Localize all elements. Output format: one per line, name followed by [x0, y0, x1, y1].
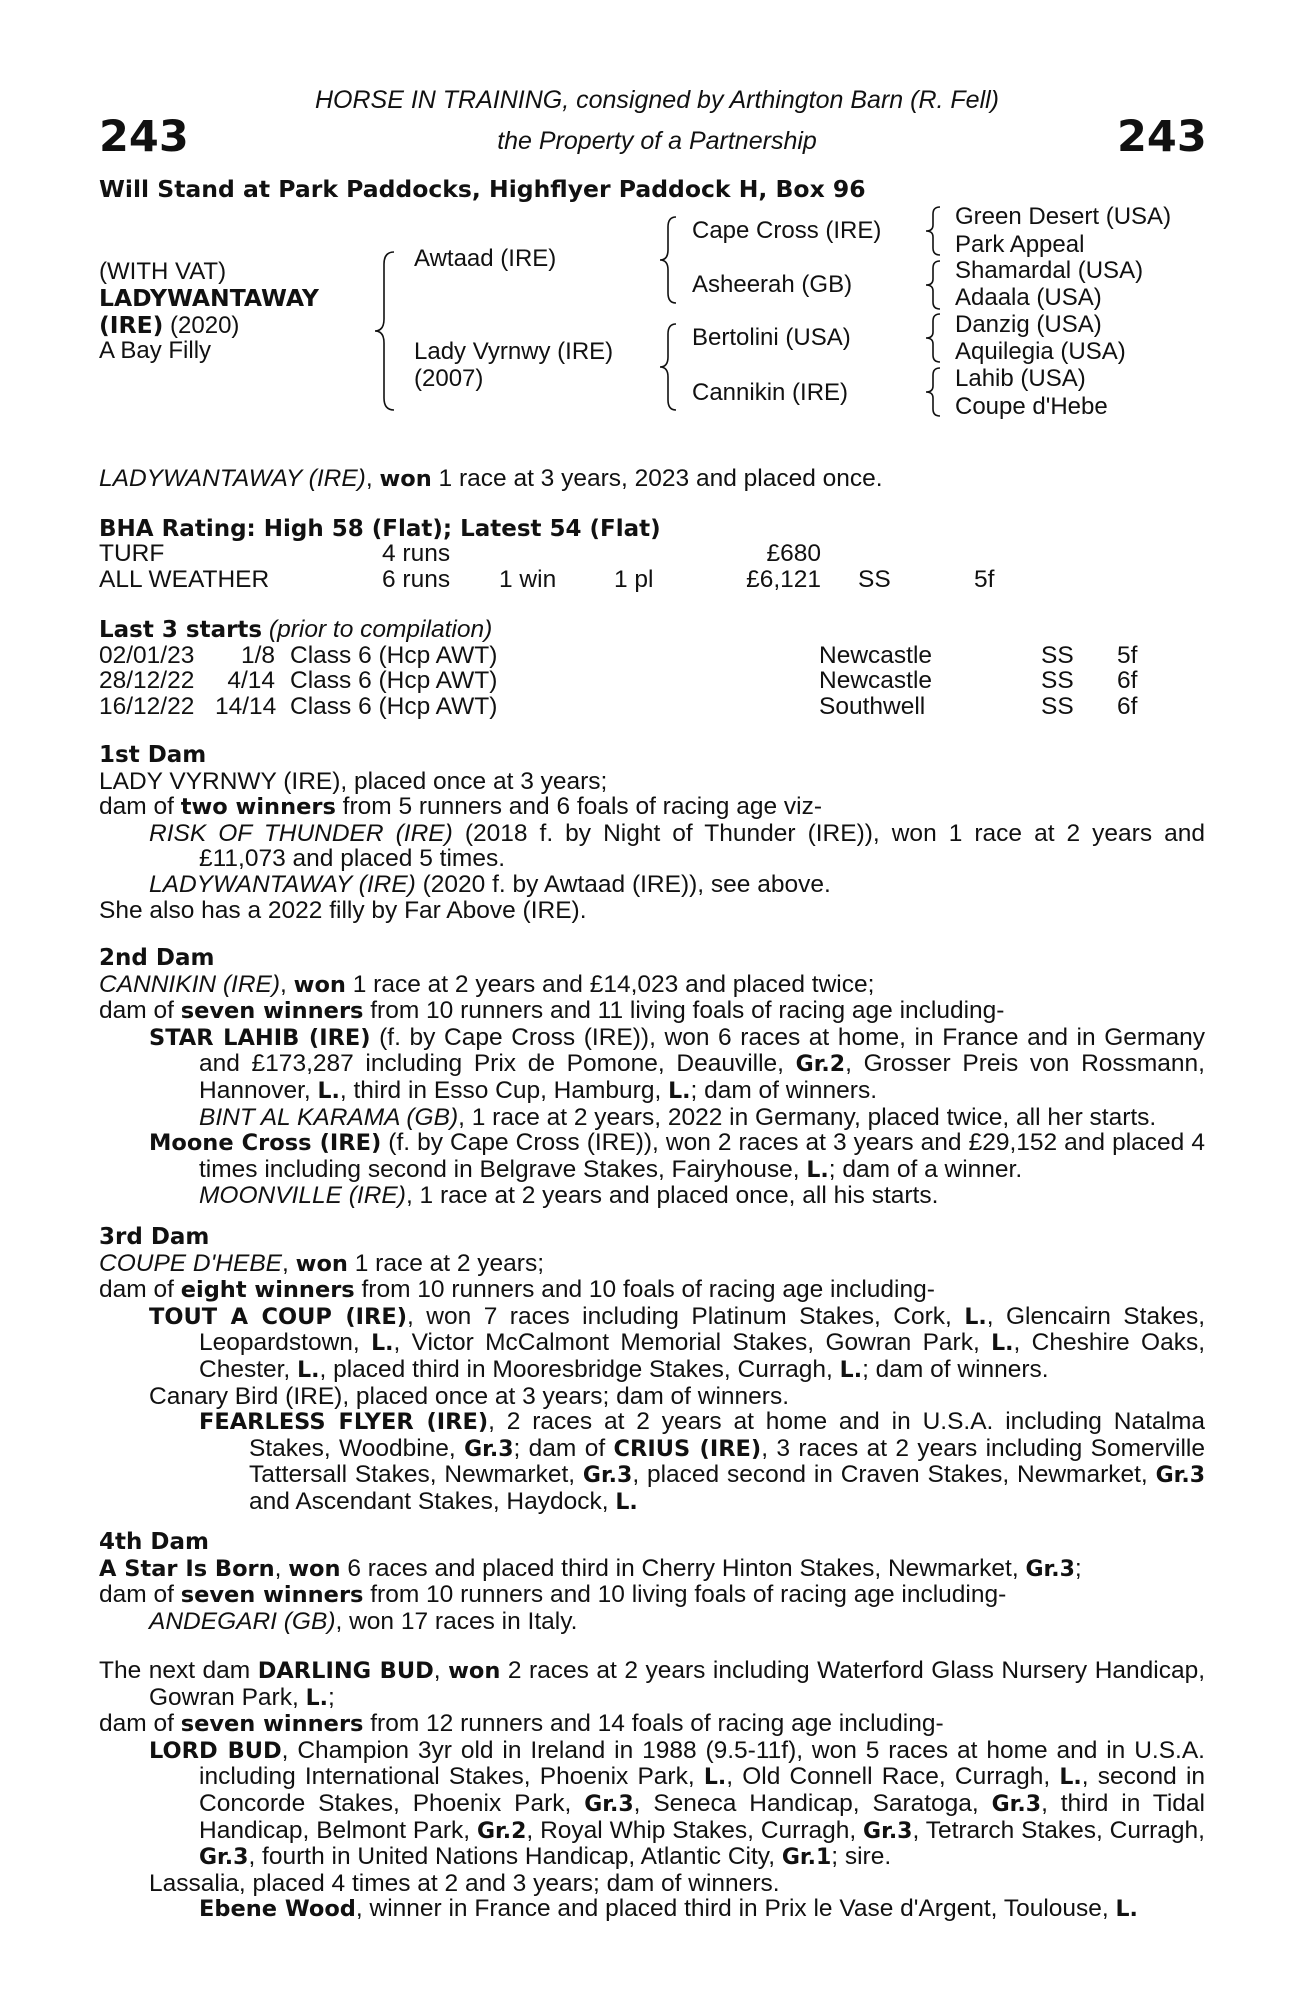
- horse-description: A Bay Filly: [99, 337, 212, 364]
- position: 1/8: [240, 642, 275, 669]
- brace-sire: [656, 215, 682, 305]
- second-dam-section: [99, 946, 1205, 1209]
- distance: 5f: [1117, 642, 1138, 669]
- produce-entry: Lassalia, placed 4 times at 2 and 3 years; dam of winners.: [149, 1869, 780, 1897]
- section-title: 4th Dam: [99, 1529, 209, 1555]
- course: Newcastle: [819, 642, 933, 669]
- bha-rating: BHA Rating: High 58 (Flat); Latest 54 (Flat): [99, 516, 661, 542]
- dam-line: LADY VYRNWY (IRE), placed once at 3 years;: [99, 767, 608, 795]
- produce-entry: LADYWANTAWAY (IRE) (2020 f. by Awtaad (IRE)), see above.: [149, 870, 831, 898]
- produce-entry: Canary Bird (IRE), placed once at 3 years; dam of winners.: [149, 1382, 790, 1410]
- section-title: 1st Dam: [99, 742, 207, 768]
- g3-ancestor: Coupe d'Hebe: [955, 393, 1108, 420]
- dam-produce-line: dam of seven winners from 10 runners and 11 living foals of racing age including-: [99, 997, 1005, 1025]
- vat-note: (WITH VAT): [99, 258, 227, 285]
- dam-line: The next dam DARLING BUD, won 2 races at 2 years including Waterford Glass Nursery Handicap, Gowran Park, L.;: [99, 1657, 1206, 1711]
- horse-origin: (IRE) (2020): [99, 311, 240, 339]
- produce-entry: Ebene Wood, winner in France and placed third in Prix le Vase d'Argent, Toulouse, L.: [199, 1895, 1138, 1923]
- stand-location: Will Stand at Park Paddocks, Highflyer Paddock H, Box 96: [99, 175, 866, 203]
- next-dam-section: [99, 1658, 1205, 1923]
- dam-produce-line: dam of seven winners from 10 runners and 10 living foals of racing age including-: [99, 1581, 1007, 1609]
- date: 02/01/23: [99, 642, 195, 669]
- dam-sire: Bertolini (USA): [692, 324, 851, 351]
- dam: Lady Vyrnwy (IRE): [414, 338, 614, 365]
- distance: 6f: [1117, 667, 1138, 694]
- dam-line: A Star Is Born, won 6 races and placed third in Cherry Hinton Stakes, Newmarket, Gr.3;: [99, 1554, 1082, 1582]
- produce-entry: FEARLESS FLYER (IRE), 2 races at 2 years at home and in U.S.A. including Natalma Stakes, Woodbine, Gr.3; dam of CRIUS (IRE), 3 races at 2 years including Somerville Tattersall Stakes, Newmarket, Gr.3, placed second in Craven Stakes, Newmarket, Gr.3 and Ascendant Stakes, Haydock, L.: [199, 1408, 1205, 1515]
- g3-ancestor: Danzig (USA): [955, 311, 1102, 338]
- property-line: the Property of a Partnership: [497, 127, 817, 155]
- consignor-line: HORSE IN TRAINING, consigned by Arthington Barn (R. Fell): [314, 86, 1000, 114]
- dam-dam: Cannikin (IRE): [692, 379, 849, 406]
- lot-number-right: 243: [1117, 112, 1207, 162]
- produce-entry: Moone Cross (IRE) (f. by Cape Cross (IRE)), won 2 races at 3 years and £29,152 and placed 4 times including second in Belgrave Stakes, Fairyhouse, L.; dam of a winner.: [149, 1129, 1205, 1183]
- distance: 6f: [1117, 693, 1138, 720]
- placed: 1 pl: [614, 566, 654, 593]
- position: 4/14: [227, 667, 275, 694]
- produce-entry: BINT AL KARAMA (GB), 1 race at 2 years, 2022 in Germany, placed twice, all her starts.: [199, 1103, 1157, 1131]
- prize: £680: [766, 540, 821, 567]
- race: Class 6 (Hcp AWT): [290, 642, 498, 669]
- dam-line: CANNIKIN (IRE), won 1 race at 2 years and £14,023 and placed twice;: [99, 970, 875, 998]
- going: SS: [858, 566, 891, 593]
- brace-g3-1: [922, 205, 944, 257]
- going: SS: [1041, 667, 1074, 694]
- brace-dam: [656, 322, 682, 412]
- g3-ancestor: Adaala (USA): [955, 284, 1102, 311]
- g3-ancestor: Green Desert (USA): [955, 203, 1172, 230]
- produce-entry: TOUT A COUP (IRE), won 7 races including Platinum Stakes, Cork, L., Glencairn Stakes, Leopardstown, L., Victor McCalmont Memorial Stakes, Gowran Park, L., Cheshire Oaks, Chester, L., placed third in Mooresbridge Stakes, Curragh, L.; dam of winners.: [149, 1302, 1206, 1383]
- sire-dam: Asheerah (GB): [692, 271, 853, 298]
- dam-note: She also has a 2022 filly by Far Above (IRE).: [99, 896, 587, 924]
- race-summary: LADYWANTAWAY (IRE), won 1 race at 3 years, 2023 and placed once.: [99, 465, 883, 492]
- produce-entry: LORD BUD, Champion 3yr old in Ireland in 1988 (9.5-11f), won 5 races at home and in U.S.A. including International Stakes, Phoenix Park, L., Old Connell Race, Curragh, L., second in Concorde Stakes, Phoenix Park, Gr.3, Seneca Handicap, Saratoga, Gr.3, third in Tidal Handicap, Belmont Park, Gr.2, Royal Whip Stakes, Curragh, Gr.3, Tetrarch Stakes, Curragh, Gr.3, fourth in United Nations Handicap, Atlantic City, Gr.1; sire.: [149, 1736, 1206, 1871]
- produce-entry: STAR LAHIB (IRE) (f. by Cape Cross (IRE)), won 6 races at home, in France and in Germany and £173,287 including Prix de Pomone, Deauville, Gr.2, Grosser Preis von Rossmann, Hannover, L., third in Esso Cup, Hamburg, L.; dam of winners.: [149, 1023, 1205, 1104]
- g3-ancestor: Aquilegia (USA): [955, 338, 1126, 365]
- dam-produce-line: dam of seven winners from 12 runners and 14 foals of racing age including-: [99, 1710, 944, 1738]
- brace-g3-3: [922, 312, 944, 364]
- horse-name: LADYWANTAWAY: [99, 284, 319, 312]
- sire-sire: Cape Cross (IRE): [692, 217, 882, 244]
- last-starts-title: Last 3 starts (prior to compilation): [99, 616, 493, 643]
- produce-entry: RISK OF THUNDER (IRE) (2018 f. by Night of Thunder (IRE)), won 1 race at 2 years and £11,073 and placed 5 times.: [149, 819, 1205, 873]
- lot-number-left: 243: [99, 112, 189, 162]
- course: Southwell: [819, 693, 926, 720]
- runs: 6 runs: [382, 566, 451, 593]
- dam-produce-line: dam of eight winners from 10 runners and 10 foals of racing age including-: [99, 1276, 935, 1304]
- first-dam-section: [99, 743, 1205, 923]
- going: SS: [1041, 642, 1074, 669]
- surface: TURF: [99, 540, 165, 567]
- section-title: 2nd Dam: [99, 945, 215, 971]
- brace-g3-4: [922, 366, 944, 418]
- g3-ancestor: Shamardal (USA): [955, 257, 1144, 284]
- dam-produce-line: dam of two winners from 5 runners and 6 foals of racing age viz-: [99, 793, 823, 821]
- brace-g3-2: [922, 259, 944, 311]
- position: 14/14: [215, 693, 277, 720]
- sire: Awtaad (IRE): [414, 245, 557, 272]
- section-title: 3rd Dam: [99, 1224, 210, 1250]
- distance: 5f: [974, 566, 995, 593]
- g3-ancestor: Park Appeal: [955, 231, 1085, 258]
- race: Class 6 (Hcp AWT): [290, 693, 498, 720]
- fourth-dam-section: [99, 1530, 1205, 1634]
- date: 28/12/22: [99, 667, 195, 694]
- going: SS: [1041, 693, 1074, 720]
- course: Newcastle: [819, 667, 933, 694]
- prize: £6,121: [746, 566, 821, 593]
- g3-ancestor: Lahib (USA): [955, 365, 1086, 392]
- race: Class 6 (Hcp AWT): [290, 667, 498, 694]
- wins: 1 win: [499, 566, 557, 593]
- dam-line: COUPE D'HEBE, won 1 race at 2 years;: [99, 1249, 545, 1277]
- produce-entry: ANDEGARI (GB), won 17 races in Italy.: [149, 1607, 578, 1635]
- surface: ALL WEATHER: [99, 566, 270, 593]
- dam-year: (2007): [414, 365, 484, 392]
- brace-gen1: [372, 250, 402, 412]
- date: 16/12/22: [99, 693, 195, 720]
- produce-entry: MOONVILLE (IRE), 1 race at 2 years and placed once, all his starts.: [199, 1182, 939, 1210]
- runs: 4 runs: [382, 540, 451, 567]
- third-dam-section: [99, 1225, 1205, 1516]
